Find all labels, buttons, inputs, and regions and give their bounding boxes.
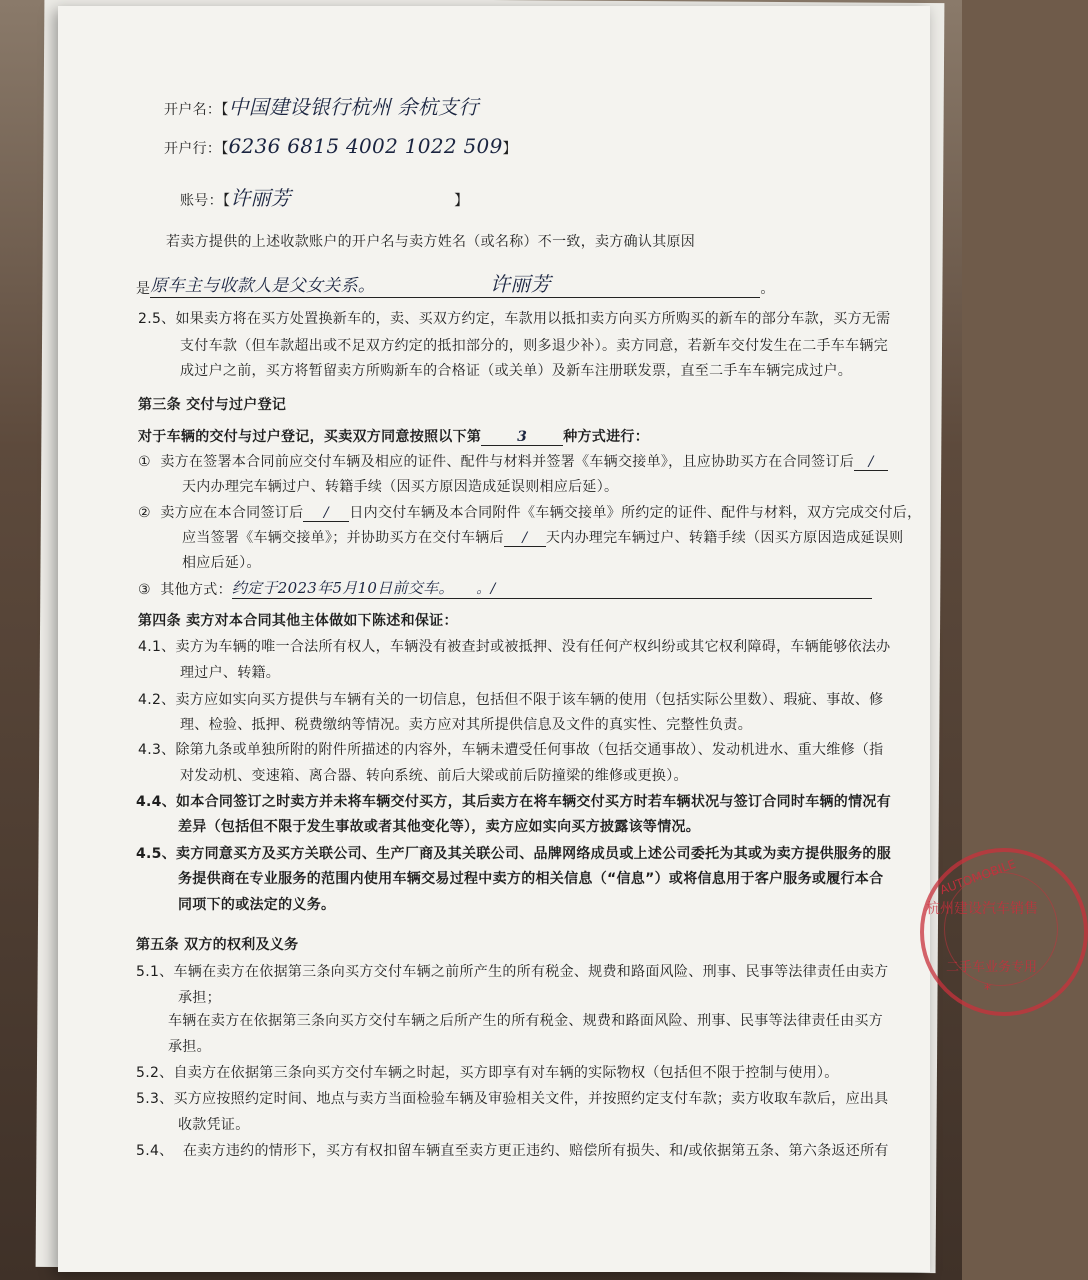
clause-4-5-line-2: 务提供商在专业服务的范围内使用车辆交易过程中卖方的相关信息（“信息”）或将信息用于客户服务或履行本合 bbox=[178, 871, 884, 887]
bank-row: 开户行：【6236 6815 4002 1022 509】 bbox=[164, 134, 517, 158]
option-2-line-2: 应当签署《车辆交接单》；并协助买方在交付车辆后 / 天内办理完车辆过户、转籍手续（因买方原因造成延误则 bbox=[182, 530, 904, 546]
article-3-intro: 对于车辆的交付与过户登记，买卖双方同意按照以下第 3 种方式进行： bbox=[138, 429, 650, 445]
option-2-line-3: 相应后延）。 bbox=[182, 555, 261, 571]
seal-english-text: AUTOMOBILE bbox=[938, 856, 1018, 898]
clause-4-1-line-2: 理过户、转籍。 bbox=[180, 665, 281, 681]
option-3-handwriting: 约定于2023年5月10日前交车。 bbox=[231, 579, 447, 597]
clause-5-3-line-2: 收款凭证。 bbox=[178, 1117, 250, 1133]
clause-2-5-line-2: 支付车款（但车款超出或不足双方约定的抵扣部分的，则多退少补）。卖方同意，若新车交付发生在二手车车辆完 bbox=[180, 338, 888, 354]
clause-5-3-line-1: 5.3、买方应按照约定时间、地点与卖方当面检验车辆及审验相关文件，并按照约定支付车款；卖方收取车款后，应出具 bbox=[136, 1091, 889, 1107]
reason-row: 是原车主与收款人是父女关系。 许丽芳 。 bbox=[136, 268, 775, 298]
company-seal bbox=[920, 848, 1088, 1016]
bank-handwriting: 6236 6815 4002 1022 509 bbox=[228, 134, 503, 158]
account-number-row: 账号：【许丽芳 】 bbox=[180, 182, 469, 211]
mismatch-note: 若卖方提供的上述收款账户的开户名与卖方姓名（或名称）不一致，卖方确认其原因 bbox=[166, 234, 696, 250]
account-name-row: 开户名：【中国建设银行杭州 余杭支行 bbox=[164, 95, 479, 119]
clause-4-3-line-1: 4.3、除第九条或单独所附的附件所描述的内容外，车辆未遭受任何事故（包括交通事故）、发动机进水、重大维修（指 bbox=[138, 742, 884, 758]
account-name-handwriting: 中国建设银行杭州 余杭支行 bbox=[228, 95, 479, 119]
option-3-line: ③ 其他方式：约定于2023年5月10日前交车。 。/ bbox=[138, 577, 872, 599]
clause-4-4-line-2: 差异（包括但不限于发生事故或者其他变化等），卖方应如实向买方披露该等情况。 bbox=[178, 819, 701, 835]
clause-4-5-line-1: 4.5、卖方同意买方及买方关联公司、生产厂商及其关联公司、品牌网络成员或上述公司委托为其或为卖方提供服务的服 bbox=[136, 846, 892, 862]
clause-2-5-line-3: 成过户之前，买方将暂留卖方所购新车的合格证（或关单）及新车注册联发票，直至二手车车辆完成过户。 bbox=[180, 363, 853, 379]
seal-inner-text: 二手车业务专用 bbox=[946, 960, 1038, 975]
clause-4-4-line-1: 4.4、如本合同签订之时卖方并未将车辆交付买方，其后卖方在将车辆交付买方时若车辆状况与签订合同时车辆的情况有 bbox=[136, 794, 892, 810]
clause-5-1-line-1: 5.1、车辆在卖方在依据第三条向买方交付车辆之前所产生的所有税金、规费和路面风险、刑事、民事等法律责任由卖方 bbox=[136, 964, 889, 980]
option-1-line-2: 天内办理完车辆过户、转籍手续（因买方原因造成延误则相应后延）。 bbox=[182, 479, 619, 495]
clause-4-5-line-3: 同项下的或法定的义务。 bbox=[178, 897, 336, 913]
clause-4-2-line-1: 4.2、卖方应如实向买方提供与车辆有关的一切信息，包括但不限于该车辆的使用（包括实际公里数）、瑕疵、事故、修 bbox=[138, 692, 884, 708]
contract-page bbox=[58, 6, 1038, 1272]
clause-4-2-line-2: 理、检验、抵押、税费缴纳等情况。卖方应对其所提供信息及文件的真实性、完整性负责。 bbox=[180, 717, 752, 733]
seal-star: * bbox=[984, 982, 991, 998]
clause-5-1-line-2: 承担； bbox=[178, 990, 221, 1006]
reason-handwriting: 原车主与收款人是父女关系。 bbox=[150, 276, 376, 296]
delivery-method-choice: 3 bbox=[481, 429, 563, 446]
seal-ring-text: 杭州建设汽车销售 bbox=[926, 901, 1038, 917]
article-4-heading: 第四条 卖方对本合同其他主体做如下陈述和保证： bbox=[138, 613, 458, 629]
article-5-heading: 第五条 双方的权利及义务 bbox=[136, 937, 299, 953]
account-number-handwriting: 许丽芳 bbox=[230, 186, 292, 210]
clause-4-3-line-2: 对发动机、变速箱、离合器、转向系统、前后大梁或前后防撞梁的维修或更换）。 bbox=[180, 768, 688, 784]
clause-5-2-line: 5.2、自卖方在依据第三条向买方交付车辆之时起，买方即享有对车辆的实际物权（包括但不限于控制与使用）。 bbox=[136, 1065, 839, 1081]
option-2-line-1: ② 卖方应在本合同签订后 / 日内交付车辆及本合同附件《车辆交接单》所约定的证件、配件与材料，双方完成交付后， bbox=[138, 505, 922, 521]
clause-2-5-line-1: 2.5、如果卖方将在买方处置换新车的，卖、买双方约定，车款用以抵扣卖方向买方所购买的新车的部分车款，买方无需 bbox=[138, 311, 891, 327]
clause-5-1-line-3: 车辆在卖方在依据第三条向买方交付车辆之后所产生的所有税金、规费和路面风险、刑事、民事等法律责任由买方 bbox=[168, 1013, 883, 1029]
clause-5-1-line-4: 承担。 bbox=[168, 1039, 211, 1055]
clause-5-4-line: 5.4、 在卖方违约的情形下，买方有权扣留车辆直至卖方更正违约、赔偿所有损失、和/或依据第五条、第六条返还所有 bbox=[136, 1143, 889, 1159]
signature-handwriting: 许丽芳 bbox=[489, 272, 551, 296]
article-3-heading: 第三条 交付与过户登记 bbox=[138, 397, 287, 413]
option-1-line-1: ① 卖方在签署本合同前应交付车辆及相应的证件、配件与材料并签署《车辆交接单》，且应协助买方在合同签订后 / bbox=[138, 451, 888, 471]
clause-4-1-line-1: 4.1、卖方为车辆的唯一合法所有权人，车辆没有被查封或被抵押、没有任何产权纠纷或其它权利障碍，车辆能够依法办 bbox=[138, 639, 891, 655]
